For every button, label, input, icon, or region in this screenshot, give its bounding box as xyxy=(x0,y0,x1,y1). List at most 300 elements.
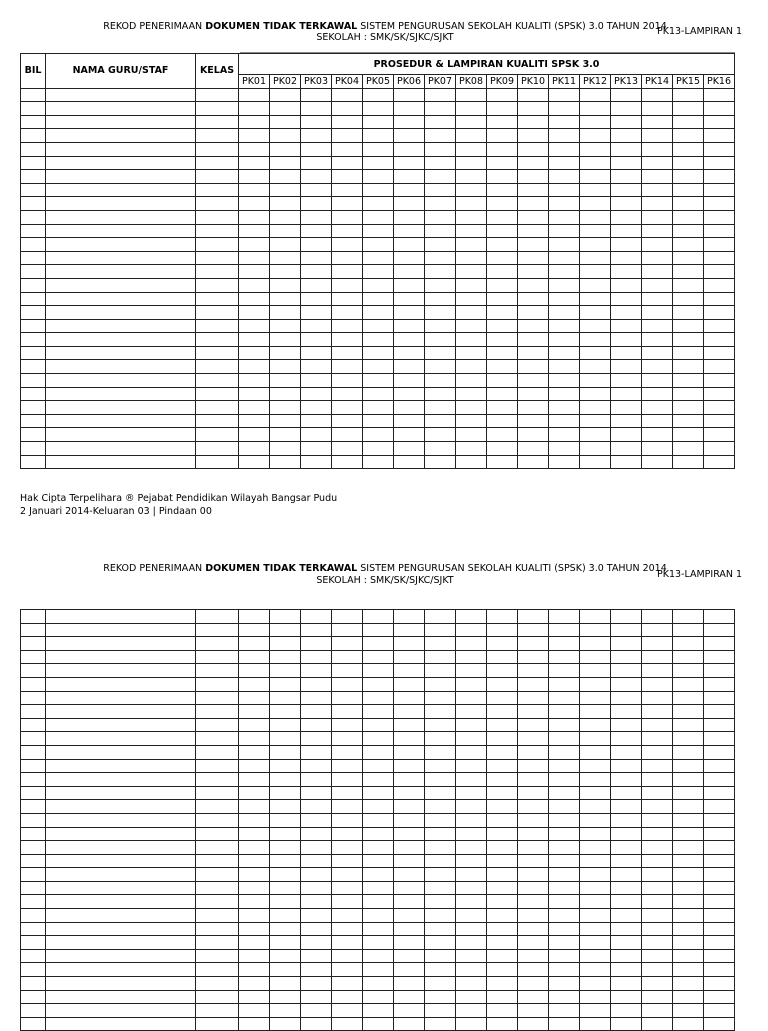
table-cell[interactable] xyxy=(270,963,301,977)
table-cell[interactable] xyxy=(704,677,735,691)
table-cell[interactable] xyxy=(549,333,580,347)
table-cell[interactable] xyxy=(611,333,642,347)
table-cell[interactable] xyxy=(239,990,270,1004)
table-cell[interactable] xyxy=(487,251,518,265)
table-cell[interactable] xyxy=(456,854,487,868)
table-cell[interactable] xyxy=(196,292,239,306)
table-cell[interactable] xyxy=(673,319,704,333)
table-cell[interactable] xyxy=(425,333,456,347)
table-cell[interactable] xyxy=(301,170,332,184)
table-cell[interactable] xyxy=(673,936,704,950)
table-cell[interactable] xyxy=(196,387,239,401)
table-cell[interactable] xyxy=(21,278,46,292)
table-cell[interactable] xyxy=(487,333,518,347)
table-cell[interactable] xyxy=(425,650,456,664)
table-cell[interactable] xyxy=(239,210,270,224)
table-cell[interactable] xyxy=(21,197,46,211)
table-cell[interactable] xyxy=(196,705,239,719)
table-cell[interactable] xyxy=(270,88,301,102)
table-cell[interactable] xyxy=(196,827,239,841)
table-cell[interactable] xyxy=(611,963,642,977)
table-cell[interactable] xyxy=(518,428,549,442)
table-cell[interactable] xyxy=(642,705,673,719)
table-cell[interactable] xyxy=(456,705,487,719)
table-cell[interactable] xyxy=(239,346,270,360)
table-cell[interactable] xyxy=(487,1004,518,1018)
table-cell[interactable] xyxy=(46,963,196,977)
table-cell[interactable] xyxy=(642,156,673,170)
table-cell[interactable] xyxy=(611,813,642,827)
table-cell[interactable] xyxy=(21,732,46,746)
table-cell[interactable] xyxy=(301,374,332,388)
table-cell[interactable] xyxy=(239,387,270,401)
table-cell[interactable] xyxy=(239,360,270,374)
table-cell[interactable] xyxy=(425,718,456,732)
table-cell[interactable] xyxy=(270,251,301,265)
table-cell[interactable] xyxy=(673,977,704,991)
table-cell[interactable] xyxy=(425,664,456,678)
table-cell[interactable] xyxy=(301,401,332,415)
table-cell[interactable] xyxy=(332,442,363,456)
table-cell[interactable] xyxy=(270,691,301,705)
table-cell[interactable] xyxy=(673,990,704,1004)
table-cell[interactable] xyxy=(518,224,549,238)
table-cell[interactable] xyxy=(196,251,239,265)
table-cell[interactable] xyxy=(673,442,704,456)
table-cell[interactable] xyxy=(46,346,196,360)
table-cell[interactable] xyxy=(270,1017,301,1031)
table-cell[interactable] xyxy=(611,360,642,374)
table-cell[interactable] xyxy=(518,895,549,909)
table-cell[interactable] xyxy=(270,732,301,746)
table-cell[interactable] xyxy=(549,442,580,456)
table-cell[interactable] xyxy=(196,319,239,333)
table-cell[interactable] xyxy=(21,895,46,909)
table-cell[interactable] xyxy=(46,455,196,469)
table-cell[interactable] xyxy=(642,88,673,102)
table-cell[interactable] xyxy=(425,637,456,651)
table-cell[interactable] xyxy=(611,759,642,773)
table-cell[interactable] xyxy=(270,115,301,129)
table-cell[interactable] xyxy=(332,251,363,265)
table-cell[interactable] xyxy=(46,936,196,950)
table-cell[interactable] xyxy=(270,610,301,624)
table-cell[interactable] xyxy=(673,88,704,102)
table-cell[interactable] xyxy=(21,922,46,936)
table-cell[interactable] xyxy=(196,333,239,347)
table-cell[interactable] xyxy=(46,610,196,624)
table-cell[interactable] xyxy=(487,156,518,170)
table-cell[interactable] xyxy=(332,977,363,991)
table-cell[interactable] xyxy=(518,265,549,279)
table-cell[interactable] xyxy=(518,677,549,691)
table-cell[interactable] xyxy=(580,156,611,170)
table-cell[interactable] xyxy=(456,786,487,800)
table-cell[interactable] xyxy=(580,278,611,292)
table-cell[interactable] xyxy=(456,210,487,224)
table-cell[interactable] xyxy=(642,238,673,252)
table-cell[interactable] xyxy=(363,990,394,1004)
table-cell[interactable] xyxy=(301,333,332,347)
table-cell[interactable] xyxy=(518,306,549,320)
table-cell[interactable] xyxy=(425,1004,456,1018)
table-cell[interactable] xyxy=(611,210,642,224)
table-cell[interactable] xyxy=(363,428,394,442)
table-cell[interactable] xyxy=(239,170,270,184)
table-cell[interactable] xyxy=(394,705,425,719)
table-cell[interactable] xyxy=(21,949,46,963)
table-cell[interactable] xyxy=(580,936,611,950)
table-cell[interactable] xyxy=(21,1004,46,1018)
table-cell[interactable] xyxy=(704,306,735,320)
table-cell[interactable] xyxy=(704,333,735,347)
table-cell[interactable] xyxy=(580,333,611,347)
table-cell[interactable] xyxy=(332,800,363,814)
table-cell[interactable] xyxy=(611,909,642,923)
table-cell[interactable] xyxy=(611,705,642,719)
table-cell[interactable] xyxy=(394,854,425,868)
table-cell[interactable] xyxy=(425,745,456,759)
table-cell[interactable] xyxy=(518,115,549,129)
table-cell[interactable] xyxy=(425,319,456,333)
table-cell[interactable] xyxy=(425,922,456,936)
table-cell[interactable] xyxy=(487,197,518,211)
table-cell[interactable] xyxy=(580,197,611,211)
table-cell[interactable] xyxy=(46,183,196,197)
table-cell[interactable] xyxy=(673,637,704,651)
table-cell[interactable] xyxy=(363,170,394,184)
table-cell[interactable] xyxy=(394,977,425,991)
table-cell[interactable] xyxy=(394,949,425,963)
table-cell[interactable] xyxy=(580,990,611,1004)
table-cell[interactable] xyxy=(239,623,270,637)
table-cell[interactable] xyxy=(673,949,704,963)
table-cell[interactable] xyxy=(270,909,301,923)
table-cell[interactable] xyxy=(549,183,580,197)
table-cell[interactable] xyxy=(425,909,456,923)
table-cell[interactable] xyxy=(46,868,196,882)
table-cell[interactable] xyxy=(518,732,549,746)
table-cell[interactable] xyxy=(363,197,394,211)
table-cell[interactable] xyxy=(549,949,580,963)
table-cell[interactable] xyxy=(673,292,704,306)
table-cell[interactable] xyxy=(704,868,735,882)
table-cell[interactable] xyxy=(518,949,549,963)
table-cell[interactable] xyxy=(301,786,332,800)
table-cell[interactable] xyxy=(611,414,642,428)
table-cell[interactable] xyxy=(239,442,270,456)
table-cell[interactable] xyxy=(363,251,394,265)
table-cell[interactable] xyxy=(549,637,580,651)
table-cell[interactable] xyxy=(611,990,642,1004)
table-cell[interactable] xyxy=(301,306,332,320)
table-cell[interactable] xyxy=(704,210,735,224)
table-cell[interactable] xyxy=(196,88,239,102)
table-cell[interactable] xyxy=(549,1004,580,1018)
table-cell[interactable] xyxy=(46,977,196,991)
table-cell[interactable] xyxy=(21,210,46,224)
table-cell[interactable] xyxy=(642,374,673,388)
table-cell[interactable] xyxy=(487,677,518,691)
table-cell[interactable] xyxy=(394,197,425,211)
table-cell[interactable] xyxy=(673,401,704,415)
table-cell[interactable] xyxy=(580,238,611,252)
table-cell[interactable] xyxy=(196,718,239,732)
table-cell[interactable] xyxy=(239,691,270,705)
table-cell[interactable] xyxy=(46,401,196,415)
table-cell[interactable] xyxy=(425,854,456,868)
table-cell[interactable] xyxy=(580,759,611,773)
table-cell[interactable] xyxy=(518,442,549,456)
table-cell[interactable] xyxy=(642,129,673,143)
table-cell[interactable] xyxy=(611,718,642,732)
table-cell[interactable] xyxy=(239,936,270,950)
table-cell[interactable] xyxy=(196,224,239,238)
table-cell[interactable] xyxy=(394,936,425,950)
table-cell[interactable] xyxy=(394,333,425,347)
table-cell[interactable] xyxy=(642,170,673,184)
table-cell[interactable] xyxy=(196,306,239,320)
table-cell[interactable] xyxy=(270,922,301,936)
table-cell[interactable] xyxy=(518,786,549,800)
table-cell[interactable] xyxy=(456,922,487,936)
table-cell[interactable] xyxy=(456,909,487,923)
table-cell[interactable] xyxy=(21,786,46,800)
table-cell[interactable] xyxy=(642,800,673,814)
table-cell[interactable] xyxy=(487,732,518,746)
table-cell[interactable] xyxy=(642,319,673,333)
table-cell[interactable] xyxy=(239,949,270,963)
table-cell[interactable] xyxy=(611,251,642,265)
table-cell[interactable] xyxy=(456,88,487,102)
table-cell[interactable] xyxy=(46,854,196,868)
table-cell[interactable] xyxy=(456,197,487,211)
table-cell[interactable] xyxy=(394,455,425,469)
table-cell[interactable] xyxy=(611,346,642,360)
table-cell[interactable] xyxy=(673,278,704,292)
table-cell[interactable] xyxy=(642,115,673,129)
table-cell[interactable] xyxy=(196,800,239,814)
table-cell[interactable] xyxy=(46,360,196,374)
table-cell[interactable] xyxy=(196,360,239,374)
table-cell[interactable] xyxy=(549,170,580,184)
table-cell[interactable] xyxy=(487,183,518,197)
table-cell[interactable] xyxy=(425,841,456,855)
table-cell[interactable] xyxy=(394,895,425,909)
table-cell[interactable] xyxy=(704,455,735,469)
table-cell[interactable] xyxy=(487,936,518,950)
table-cell[interactable] xyxy=(580,292,611,306)
table-cell[interactable] xyxy=(642,759,673,773)
table-cell[interactable] xyxy=(46,142,196,156)
table-cell[interactable] xyxy=(270,773,301,787)
table-cell[interactable] xyxy=(363,977,394,991)
table-cell[interactable] xyxy=(487,306,518,320)
table-cell[interactable] xyxy=(394,773,425,787)
table-cell[interactable] xyxy=(673,170,704,184)
table-cell[interactable] xyxy=(46,800,196,814)
table-cell[interactable] xyxy=(363,360,394,374)
table-cell[interactable] xyxy=(642,895,673,909)
table-cell[interactable] xyxy=(642,360,673,374)
table-cell[interactable] xyxy=(394,88,425,102)
table-cell[interactable] xyxy=(673,800,704,814)
table-cell[interactable] xyxy=(270,401,301,415)
table-cell[interactable] xyxy=(301,909,332,923)
table-cell[interactable] xyxy=(580,129,611,143)
table-cell[interactable] xyxy=(394,319,425,333)
table-cell[interactable] xyxy=(673,414,704,428)
table-cell[interactable] xyxy=(549,265,580,279)
table-cell[interactable] xyxy=(46,773,196,787)
table-cell[interactable] xyxy=(518,637,549,651)
table-cell[interactable] xyxy=(425,401,456,415)
table-cell[interactable] xyxy=(239,374,270,388)
table-cell[interactable] xyxy=(46,759,196,773)
table-cell[interactable] xyxy=(425,251,456,265)
table-cell[interactable] xyxy=(518,183,549,197)
table-cell[interactable] xyxy=(332,292,363,306)
table-cell[interactable] xyxy=(21,442,46,456)
table-cell[interactable] xyxy=(394,691,425,705)
table-cell[interactable] xyxy=(363,841,394,855)
table-cell[interactable] xyxy=(642,718,673,732)
table-cell[interactable] xyxy=(363,387,394,401)
table-cell[interactable] xyxy=(642,841,673,855)
table-cell[interactable] xyxy=(549,278,580,292)
table-cell[interactable] xyxy=(704,156,735,170)
table-cell[interactable] xyxy=(487,895,518,909)
table-cell[interactable] xyxy=(301,346,332,360)
table-cell[interactable] xyxy=(301,990,332,1004)
table-cell[interactable] xyxy=(394,346,425,360)
table-cell[interactable] xyxy=(270,868,301,882)
table-cell[interactable] xyxy=(270,170,301,184)
table-cell[interactable] xyxy=(21,428,46,442)
table-cell[interactable] xyxy=(456,142,487,156)
table-cell[interactable] xyxy=(704,963,735,977)
table-cell[interactable] xyxy=(332,306,363,320)
table-cell[interactable] xyxy=(642,251,673,265)
table-cell[interactable] xyxy=(704,732,735,746)
table-cell[interactable] xyxy=(642,306,673,320)
table-cell[interactable] xyxy=(239,841,270,855)
table-cell[interactable] xyxy=(301,977,332,991)
table-cell[interactable] xyxy=(487,360,518,374)
table-cell[interactable] xyxy=(301,677,332,691)
table-cell[interactable] xyxy=(642,854,673,868)
table-cell[interactable] xyxy=(487,88,518,102)
table-cell[interactable] xyxy=(21,773,46,787)
table-cell[interactable] xyxy=(196,183,239,197)
table-cell[interactable] xyxy=(425,773,456,787)
table-cell[interactable] xyxy=(642,977,673,991)
table-cell[interactable] xyxy=(487,664,518,678)
table-cell[interactable] xyxy=(673,129,704,143)
table-cell[interactable] xyxy=(301,292,332,306)
table-cell[interactable] xyxy=(518,1004,549,1018)
table-cell[interactable] xyxy=(704,278,735,292)
table-cell[interactable] xyxy=(549,319,580,333)
table-cell[interactable] xyxy=(704,319,735,333)
table-cell[interactable] xyxy=(456,306,487,320)
table-cell[interactable] xyxy=(673,786,704,800)
table-cell[interactable] xyxy=(456,156,487,170)
table-cell[interactable] xyxy=(704,197,735,211)
table-cell[interactable] xyxy=(363,949,394,963)
table-cell[interactable] xyxy=(611,895,642,909)
table-cell[interactable] xyxy=(580,691,611,705)
table-cell[interactable] xyxy=(673,963,704,977)
table-cell[interactable] xyxy=(21,170,46,184)
table-cell[interactable] xyxy=(518,705,549,719)
table-cell[interactable] xyxy=(580,455,611,469)
table-cell[interactable] xyxy=(21,691,46,705)
table-cell[interactable] xyxy=(239,306,270,320)
table-cell[interactable] xyxy=(518,759,549,773)
table-cell[interactable] xyxy=(673,1017,704,1031)
table-cell[interactable] xyxy=(270,637,301,651)
table-cell[interactable] xyxy=(580,854,611,868)
table-cell[interactable] xyxy=(332,841,363,855)
table-cell[interactable] xyxy=(456,238,487,252)
table-cell[interactable] xyxy=(239,88,270,102)
table-cell[interactable] xyxy=(642,827,673,841)
table-cell[interactable] xyxy=(332,759,363,773)
table-cell[interactable] xyxy=(549,909,580,923)
table-cell[interactable] xyxy=(239,455,270,469)
table-cell[interactable] xyxy=(704,115,735,129)
table-cell[interactable] xyxy=(363,238,394,252)
table-cell[interactable] xyxy=(394,251,425,265)
table-cell[interactable] xyxy=(549,142,580,156)
table-cell[interactable] xyxy=(363,800,394,814)
table-cell[interactable] xyxy=(642,142,673,156)
table-cell[interactable] xyxy=(704,183,735,197)
table-cell[interactable] xyxy=(239,292,270,306)
table-cell[interactable] xyxy=(704,360,735,374)
table-cell[interactable] xyxy=(394,414,425,428)
table-cell[interactable] xyxy=(394,664,425,678)
table-cell[interactable] xyxy=(301,664,332,678)
table-cell[interactable] xyxy=(642,1004,673,1018)
table-cell[interactable] xyxy=(363,868,394,882)
table-cell[interactable] xyxy=(270,238,301,252)
table-cell[interactable] xyxy=(196,936,239,950)
table-cell[interactable] xyxy=(21,306,46,320)
table-cell[interactable] xyxy=(332,210,363,224)
table-cell[interactable] xyxy=(394,428,425,442)
table-cell[interactable] xyxy=(487,610,518,624)
table-cell[interactable] xyxy=(270,346,301,360)
table-cell[interactable] xyxy=(642,650,673,664)
table-cell[interactable] xyxy=(394,278,425,292)
table-cell[interactable] xyxy=(394,841,425,855)
table-cell[interactable] xyxy=(642,881,673,895)
table-cell[interactable] xyxy=(549,813,580,827)
table-cell[interactable] xyxy=(239,745,270,759)
table-cell[interactable] xyxy=(425,170,456,184)
table-cell[interactable] xyxy=(301,895,332,909)
table-cell[interactable] xyxy=(301,718,332,732)
table-cell[interactable] xyxy=(332,1017,363,1031)
table-cell[interactable] xyxy=(549,650,580,664)
table-cell[interactable] xyxy=(673,360,704,374)
table-cell[interactable] xyxy=(196,265,239,279)
table-cell[interactable] xyxy=(394,718,425,732)
table-cell[interactable] xyxy=(487,102,518,116)
table-cell[interactable] xyxy=(549,360,580,374)
